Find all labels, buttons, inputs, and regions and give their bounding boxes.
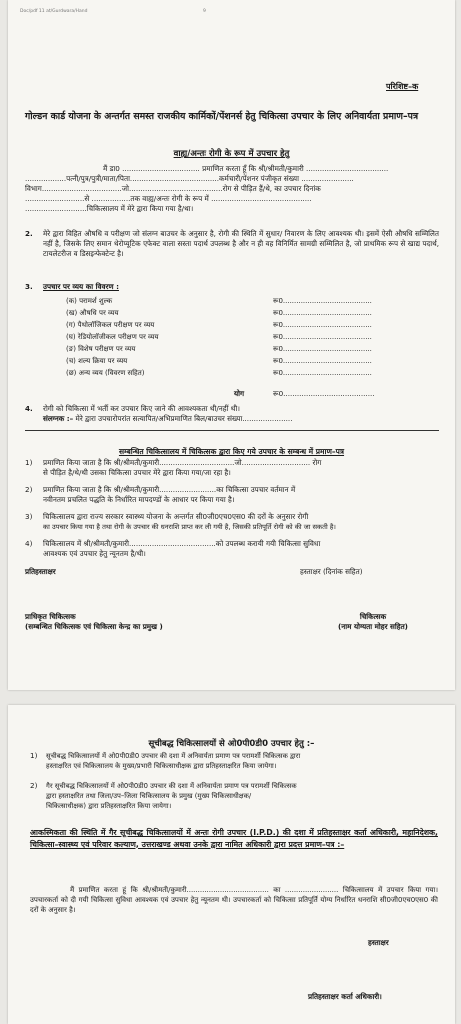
cost-table (66, 294, 372, 378)
list-item (25, 485, 439, 512)
item3-heading: उपचार पर व्यय का विवरण : (43, 282, 119, 291)
cost-row (66, 306, 372, 318)
cost-row-value: रू0........................................ (273, 297, 372, 305)
opd-list (30, 751, 440, 815)
list-item-line: आवश्यक एवं उपचार हेतु न्यूनतम है/थी। (43, 549, 146, 558)
section1-title: वाह्य/अन्तः रोगी के रूप में उपचार हेतु (173, 149, 290, 159)
list-item-number: 2) (25, 485, 33, 494)
list-item-line: का उपचार किया गया है तथा रोगी के उपचार की धनराशि प्राप्त कर ली गयी है, जिसकी प्रतिपूर्ति रोगी को की जा सकती है। (43, 523, 336, 531)
emergency-heading: आकस्मिकता की स्थिति में गैर सूचीबद्ध चिकित्सालयों में अन्तः रोगी उपचार (I.P.D.) की दशा में प्रतिहस्ताक्षर कर्ता अधिकारी, महानिदेशक, चिकित्सा–स्वास्थ्य एवं परिवार कल्याण, उत्तराखण्ड अथवा उनके द्वारा नामित अधिकारी द्वारा प्रदत्त प्रमाण–पत्र :– (30, 828, 438, 849)
total-value: रू0........................................ (273, 389, 375, 398)
item2-text: मेरे द्वारा विहित औषधि व परीक्षण जो संलग्न बाउचर के अनुसार है, रोगी की स्थिति में सुधार/ निवारण के लिए आवश्यक थी। इसमें ऐसी औषधि सम्मिलित नहीं है, जिसके लिए समान थेरोप्यूटिक एफेक्ट वाला सस्ता पदार्थ उपलब्ध है और न ही वह विनिर्मित सामग्री सम्मिलित है, जो प्राथमिक रूप से खाद्य पदार्थ, टायलेटरीज व डिसइन्फेक्टेन्ट है। (43, 229, 439, 258)
list-item-line: नवीनतम प्रचलित पद्धति के निर्धारित मापदण्डों के आधार पर किया गया है। (43, 495, 235, 504)
cost-row (66, 294, 372, 306)
scan-header-left: Doc/pdf 11 at/Gurdwara/Hand (20, 9, 88, 14)
section2-title: सम्बन्धित चिकित्सालय में चिकित्सक द्वारा किए गये उपचार के सम्बन्ध में प्रमाण–पत्र (118, 447, 345, 456)
cert-line: विभाग...................................जो.........................................रोग से पीड़ित हैं/थे, का उपचार दिनांक (25, 184, 321, 193)
list-item (25, 458, 439, 485)
cost-row-label: (च) शल्य क्रिया पर व्यय (66, 357, 128, 365)
cost-row (66, 318, 372, 330)
list-item-line: प्रमाणित किया जाता है कि श्री/श्रीमती/कुमारी.........................का चिकित्सा उपचार वर्तमान में (43, 485, 296, 494)
opd-title: सूचीबद्ध चिकित्सालयों से ओ0पी0डी0 उपचार हेतु :– (148, 739, 315, 749)
list-item (25, 512, 439, 539)
list-item (30, 751, 440, 781)
emergency-certificate-text: मैं प्रमाणित करता हूं कि श्री/श्रीमती/कुमारी..................................... का ........................ चिकित्सालय में उपचार किया गया। उपचारकर्ता को दी गयी चिकित्सा सुविधा आवश्यक एवं उपचार हेतु न्यूनतम थी। उपचारकर्ता को चिकित्सा प्रतिपूर्ति योग्य निर्धारित धनराशि सी0जी0एच0एस0 की दरों के अनुसार है। (30, 886, 438, 914)
list-item-number: 2) (30, 781, 38, 790)
cost-row-label: (छ) अन्य व्यय (विवरण सहित) (66, 369, 145, 377)
cost-row (66, 330, 372, 342)
section1-title-wrap (8, 141, 455, 160)
cert-line: ..................पत्नी/पुत्र/पुत्री/माता/पिता.......................................कर्मचारी/पेंशनर पंजीकृत संख्या ....................... (25, 174, 354, 183)
cost-row-value: रू0........................................ (273, 345, 372, 353)
cost-row-label: (ख) औषधि पर व्यय (66, 309, 119, 317)
list-item-number: 4) (25, 539, 33, 548)
list-item-line: गैर सूचीबद्ध चिकित्सालयों में ओ0पी0डी0 उपचार की दशा में अनिवार्यता प्रमाण पत्र परामर्शी चिकित्सक (46, 782, 297, 790)
cost-row-value: रू0........................................ (273, 333, 372, 341)
enclosure-label: संलग्नक :– (43, 414, 74, 423)
cost-row-value: रू0........................................ (273, 369, 372, 377)
list-item-number: 1) (25, 458, 33, 467)
cost-row-value: रू0........................................ (273, 309, 372, 317)
cert-line: ..........................से .................तक वाह्य/अन्तः रोगी के रूप में ............................................ (25, 194, 312, 203)
cert-line: मैं डा0 .................................. प्रमाणित करता हूँ कि श्री/श्रीमती/कुमारी .................................... (103, 164, 389, 173)
cost-row (66, 342, 372, 354)
list-item-line: सूचीबद्ध चिकित्सालयों में ओ0पी0डी0 उपचार की दशा में अनिवार्यता प्रमाण पत्र परामर्शी चिकित्सक द्वारा (46, 752, 301, 760)
form-page-2 (8, 705, 455, 1024)
divider (25, 430, 439, 431)
cost-row-value: रू0........................................ (273, 357, 372, 365)
list-item-line: चिकित्साधीक्षक) द्वारा प्रतिहस्ताक्षरित किया जायेगा। (46, 802, 172, 810)
cost-row (66, 354, 372, 366)
item4-number: 4. (25, 404, 33, 413)
item3-number: 3. (25, 282, 33, 291)
list-item-number: 3) (25, 512, 33, 521)
doctor-title: चिकित्सक (359, 612, 387, 621)
enclosure-text: मेरे द्वारा उपचारोपरांत सत्यापित/अभिप्रमाणित बिल/बाउचर संख्या...................... (75, 414, 293, 423)
list-item-line: चिकित्सालय द्वारा राज्य सरकार स्वास्थ्य योजना के अन्तर्गत सी0जी0एच0एस0 की दरों के अनुसार रोगी (43, 512, 309, 521)
list-item-line: से पीड़ित है/थे/थी उसका चिकित्सा उपचार मेरे द्वारा किया गया/जा रहा है। (43, 468, 231, 477)
certificate-lines (25, 164, 439, 214)
item4-text: रोगी को चिकित्सा में भर्ती कर उपचार किए जाने की आवश्यकता थी/नहीं थी। (43, 404, 240, 413)
cert-line: ...........................चिकित्सालय में मेरे द्वारा किया गया है/था। (25, 204, 194, 213)
authorized-doctor-title: प्राधिकृत चिकित्सक (25, 612, 76, 621)
enclosure-line (43, 414, 293, 424)
doctor-subtitle: (नाम योग्यता मोहर सहित) (338, 622, 408, 631)
total-label: योग (234, 389, 245, 398)
section2-title-wrap (8, 439, 455, 458)
authorized-doctor-subtitle: (सम्बन्धित चिकित्सक एवं चिकित्सा केन्द्र का प्रमुख ) (25, 622, 163, 631)
list-item-line: चिकित्सालय में श्री/श्रीमती/कुमारी......................................को उपलब्ध करायी गयी चिकित्सा सुविधा (43, 539, 321, 548)
cost-row-label: (ग) पैथोलॉजिकल परीक्षण पर व्यय (66, 321, 155, 329)
opd-title-wrap (8, 731, 455, 750)
list-item (30, 781, 440, 815)
cost-row (66, 366, 372, 378)
hospital-certificate-list (25, 458, 439, 566)
list-item-line: हस्ताक्षरित एवं चिकित्सालय के मुख्य/प्रभारी चिकित्साधीक्षक द्वारा प्रतिहस्ताक्षरित किया जायेगा। (46, 762, 277, 770)
cost-row-label: (ङ) विशेष परीक्षण पर व्यय (66, 345, 136, 353)
document-title: गोल्डन कार्ड योजना के अन्तर्गत समस्त राजकीय कार्मिकों/पेंशनर्स हेतु चिकित्सा उपचार के लिए अनिवार्यता प्रमाण–पत्र (25, 111, 419, 122)
countersign-label: प्रतिहस्ताक्षर (25, 567, 56, 576)
cost-row-label: (क) परामर्श शुल्क (66, 297, 113, 305)
signature-with-date-label: हस्ताक्षर (दिनांक सहित) (300, 567, 363, 576)
list-item-line: प्रमाणित किया जाता है कि श्री/श्रीमती/कुमारी.................................जो.............................. रोग (43, 458, 322, 467)
list-item-line: द्वारा हस्ताक्षरित तथा जिला/उप–जिला चिकित्सालय के प्रमुख (मुख्य चिकित्साधीक्षक/ (46, 792, 252, 800)
list-item-number: 1) (30, 751, 38, 760)
countersigning-officer-label: प्रतिहस्ताक्षर कर्ता अधिकारी। (308, 992, 382, 1001)
item2-number: 2. (25, 229, 33, 238)
signature-label: हस्ताक्षर (368, 938, 389, 947)
cost-row-label: (घ) रेडियोलॉजीकल परीक्षण पर व्यय (66, 333, 159, 341)
list-item (25, 539, 439, 566)
form-page-1 (8, 0, 455, 690)
cost-row-value: रू0........................................ (273, 321, 372, 329)
annexure-label: परिशिष्ट–क (386, 82, 419, 91)
scan-header-page-number: 9 (203, 9, 206, 14)
